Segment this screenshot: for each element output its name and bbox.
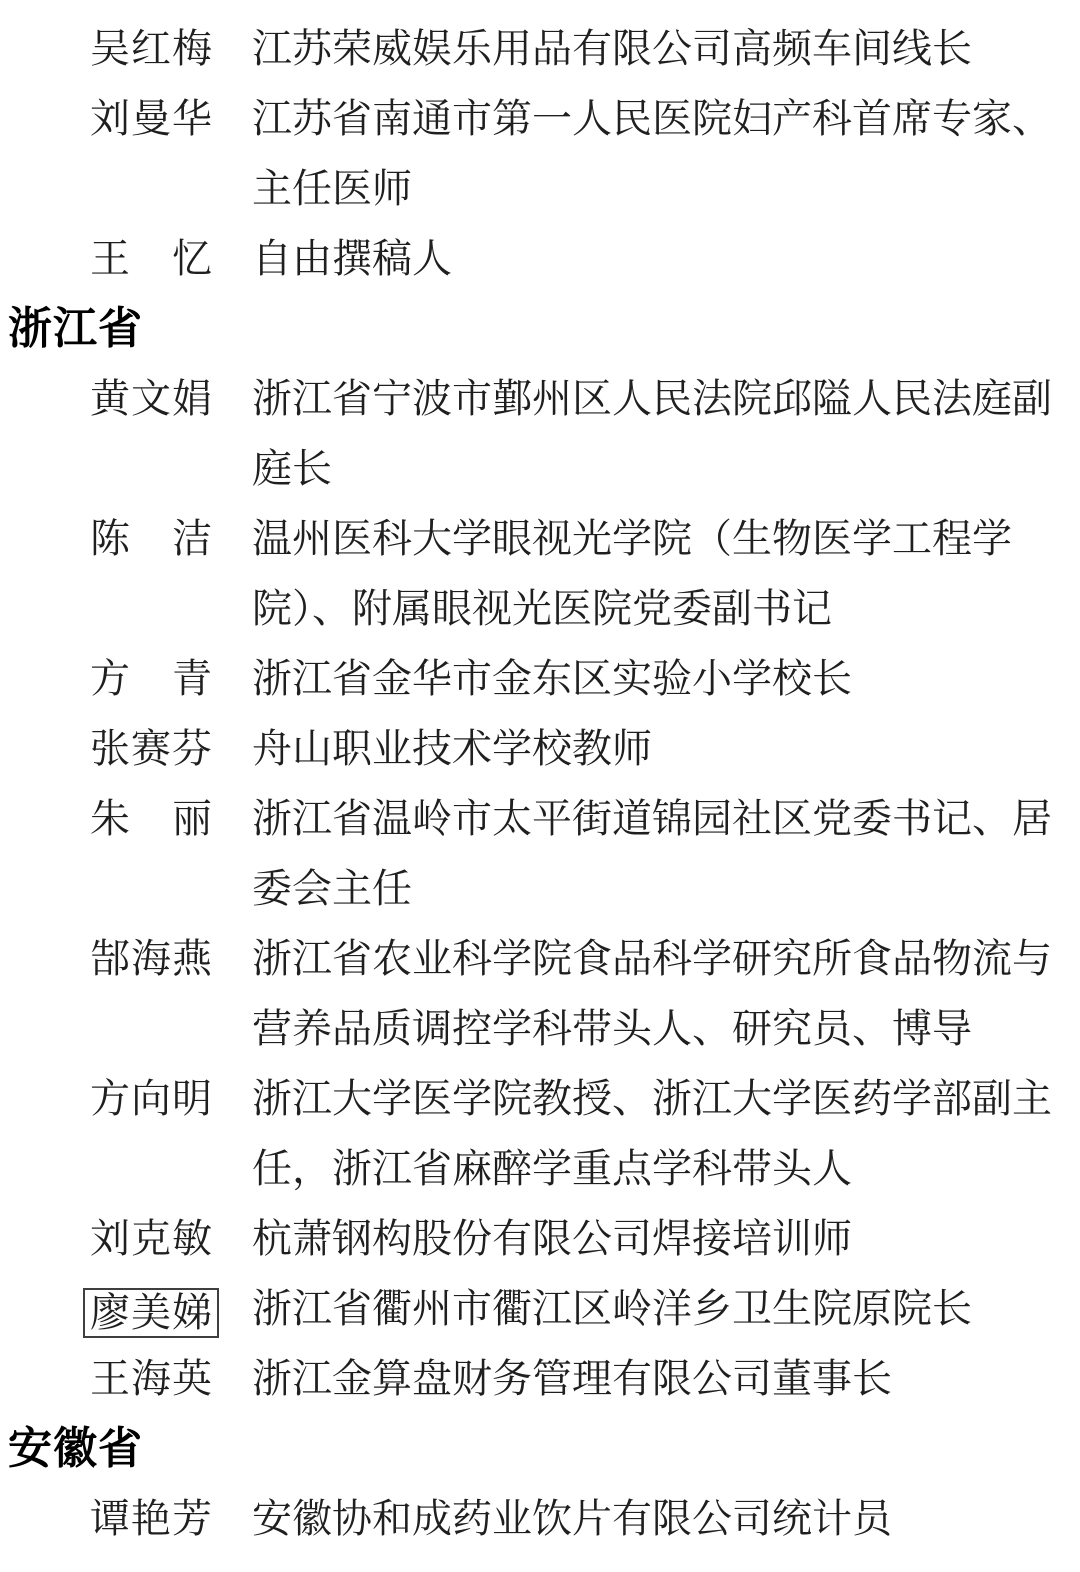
entry-description <box>252 924 1052 1064</box>
entry-row <box>8 1064 1080 1204</box>
entry-description <box>252 1484 1052 1554</box>
person-name <box>90 224 212 294</box>
person-name <box>90 1344 212 1414</box>
entry-row <box>8 504 1080 644</box>
person-name-text: 黄文娟 <box>90 376 212 421</box>
entry-description-line: 委会主任 <box>252 866 412 911</box>
person-name-text: 陈洁 <box>90 516 212 561</box>
entry-description <box>252 644 1052 714</box>
entry-description <box>252 784 1052 924</box>
person-name <box>90 714 212 784</box>
province-header <box>8 1414 1080 1484</box>
person-name <box>90 364 212 434</box>
entry-row <box>8 644 1080 714</box>
person-name-text: 张赛芬 <box>90 726 212 771</box>
entry-row <box>8 714 1080 784</box>
entry-row <box>8 14 1080 84</box>
entry-description-line: 主任医师 <box>252 166 412 211</box>
entry-row <box>8 364 1080 504</box>
entry-description <box>252 714 1052 784</box>
entry-description <box>252 364 1052 504</box>
entry-description-line: 浙江省金华市金东区实验小学校长 <box>252 656 852 701</box>
person-name-text: 吴红梅 <box>90 26 212 71</box>
province-header <box>8 294 1080 364</box>
province-header-label: 浙江省 <box>8 304 143 353</box>
entry-description <box>252 224 1052 294</box>
entry-description-line: 任，浙江省麻醉学重点学科带头人 <box>252 1146 852 1191</box>
entry-description-line: 院）、附属眼视光医院党委副书记 <box>252 586 832 631</box>
person-name-text-boxed: 廖美娣 <box>83 1288 219 1338</box>
person-name-text: 谭艳芳 <box>90 1496 212 1541</box>
honoree-list <box>8 14 1080 1554</box>
entry-description <box>252 84 1052 224</box>
entry-description-line: 庭长 <box>252 446 332 491</box>
person-name <box>90 924 212 994</box>
person-name-text: 王忆 <box>90 236 212 281</box>
entry-description-line: 浙江省农业科学院食品科学研究所食品物流与 <box>252 936 1052 981</box>
person-name <box>90 644 212 714</box>
person-name-text: 郜海燕 <box>90 936 212 981</box>
entry-description-line: 安徽协和成药业饮片有限公司统计员 <box>252 1496 892 1541</box>
entry-description-line: 江苏省南通市第一人民医院妇产科首席专家、 <box>252 96 1052 141</box>
entry-row <box>8 1274 1080 1344</box>
entry-description-line: 浙江大学医学院教授、浙江大学医药学部副主 <box>252 1076 1052 1121</box>
entry-row <box>8 1344 1080 1414</box>
entry-description-line: 杭萧钢构股份有限公司焊接培训师 <box>252 1216 852 1261</box>
entry-row <box>8 84 1080 224</box>
entry-description <box>252 1204 1052 1274</box>
entry-description <box>252 14 1052 84</box>
entry-row <box>8 1484 1080 1554</box>
person-name-text: 刘克敏 <box>90 1216 212 1261</box>
person-name <box>90 1204 212 1274</box>
entry-row <box>8 224 1080 294</box>
person-name <box>90 14 212 84</box>
person-name <box>90 504 212 574</box>
entry-description-line: 江苏荣威娱乐用品有限公司高频车间线长 <box>252 26 972 71</box>
entry-description-line: 营养品质调控学科带头人、研究员、博导 <box>252 1006 972 1051</box>
entry-description-line: 自由撰稿人 <box>252 236 452 281</box>
entry-description <box>252 504 1052 644</box>
entry-description-line: 浙江金算盘财务管理有限公司董事长 <box>252 1356 892 1401</box>
entry-row <box>8 784 1080 924</box>
entry-description-line: 舟山职业技术学校教师 <box>252 726 652 771</box>
person-name-text: 方青 <box>90 656 212 701</box>
person-name-text: 朱丽 <box>90 796 212 841</box>
entry-description-line: 浙江省温岭市太平街道锦园社区党委书记、居 <box>252 796 1052 841</box>
person-name <box>90 1274 212 1344</box>
entry-row <box>8 924 1080 1064</box>
entry-description <box>252 1344 1052 1414</box>
entry-row <box>8 1204 1080 1274</box>
person-name-text: 刘曼华 <box>90 96 212 141</box>
person-name <box>90 784 212 854</box>
entry-description <box>252 1064 1052 1204</box>
person-name-text: 王海英 <box>90 1356 212 1401</box>
person-name <box>90 84 212 154</box>
entry-description <box>252 1274 1052 1344</box>
person-name-text: 方向明 <box>90 1076 212 1121</box>
entry-description-line: 浙江省宁波市鄞州区人民法院邱隘人民法庭副 <box>252 376 1052 421</box>
person-name <box>90 1484 212 1554</box>
province-header-label: 安徽省 <box>8 1424 143 1473</box>
entry-description-line: 温州医科大学眼视光学院（生物医学工程学 <box>252 516 1012 561</box>
entry-description-line: 浙江省衢州市衢江区岭洋乡卫生院原院长 <box>252 1286 972 1331</box>
person-name <box>90 1064 212 1134</box>
